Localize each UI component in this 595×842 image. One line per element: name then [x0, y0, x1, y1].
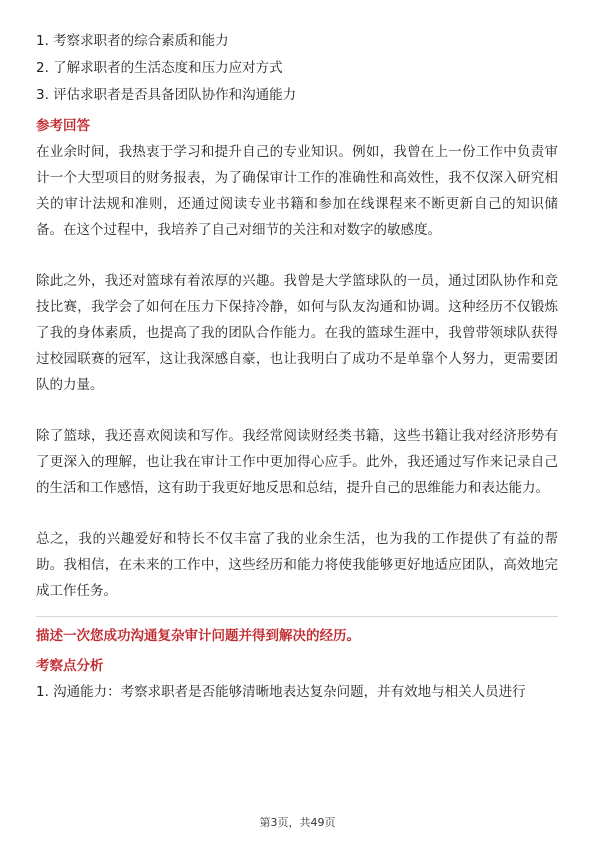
answer-paragraph-3: 除了篮球，我还喜欢阅读和写作。我经常阅读财经类书籍，这些书籍让我对经济形势有了更深入的理解，也让我在审计工作中更加得心应手。此外，我还通过写作来记录自己的生活和工作感悟，这有助于我更好地反思和总结，提升自己的思维能力和表达能力。 — [36, 428, 558, 496]
answer-body — [36, 139, 558, 604]
page-content — [36, 28, 558, 706]
intent-item-1: 1. 考察求职者的综合素质和能力 — [36, 33, 229, 49]
answer-paragraph-2: 除此之外，我还对篮球有着浓厚的兴趣。我曾是大学篮球队的一员，通过团队协作和竞技比赛，我学会了如何在压力下保持冷静，如何与队友沟通和协调。这种经历不仅锻炼了我的身体素质，也提高了我的团队合作能力。在我的篮球生涯中，我曾带领球队获得过校园联赛的冠军，这让我深感自豪，也让我明白了成功不是单靠个人努力，更需要团队的力量。 — [36, 273, 558, 393]
analysis-list — [36, 679, 558, 706]
reference-answer-heading: 参考回答 — [36, 118, 90, 134]
answer-paragraph-4: 总之，我的兴趣爱好和特长不仅丰富了我的业余生活，也为我的工作提供了有益的帮助。我相信，在未来的工作中，这些经历和能力将使我能够更好地适应团队，高效地完成工作任务。 — [36, 531, 558, 599]
analysis-item-1: 1. 沟通能力：考察求职者是否能够清晰地表达复杂问题，并有效地与相关人员进行 — [36, 684, 526, 700]
answer-paragraph-1: 在业余时间，我热衷于学习和提升自己的专业知识。例如，我曾在上一份工作中负责审计一个大型项目的财务报表，为了确保审计工作的准确性和高效性，我不仅深入研究相关的审计法规和准则，还通过阅读专业书籍和参加在线课程来不断更新自己的知识储备。在这个过程中，我培养了自己对细节的关注和对数字的敏感度。 — [36, 144, 558, 238]
intent-item-3: 3. 评估求职者是否具备团队协作和沟通能力 — [36, 87, 297, 103]
page-footer: 第3页，共49页 — [259, 816, 336, 829]
analysis-heading: 考察点分析 — [36, 658, 104, 674]
question-heading: 描述一次您成功沟通复杂审计问题并得到解决的经历。 — [36, 616, 558, 649]
intent-list — [36, 28, 558, 109]
intent-item-2: 2. 了解求职者的生活态度和压力应对方式 — [36, 60, 283, 76]
